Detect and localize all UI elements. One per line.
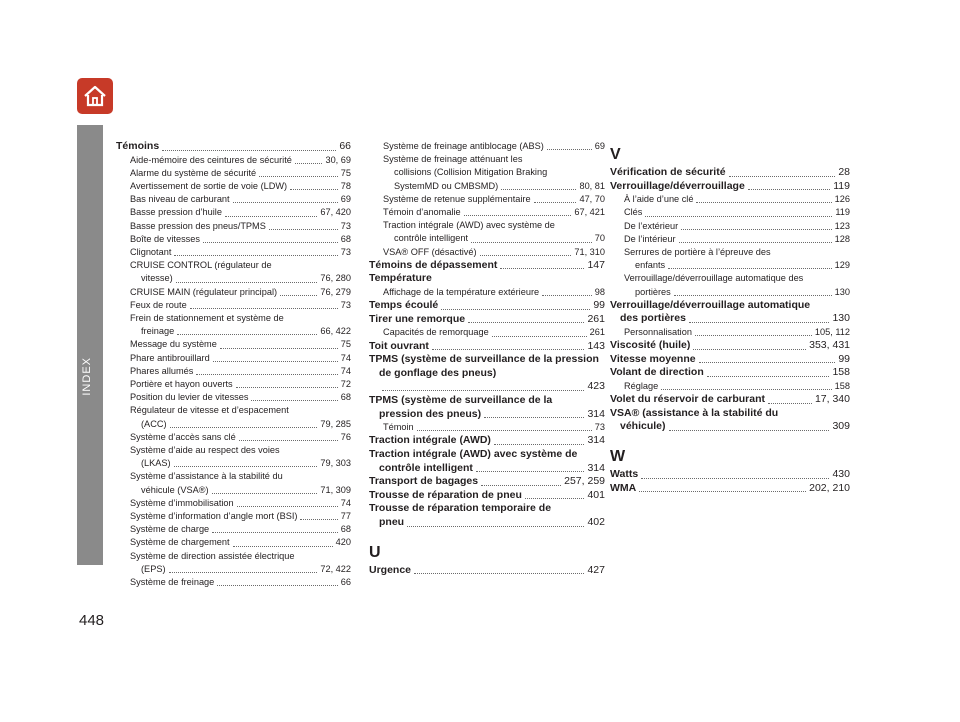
entry-term: contrôle intelligent xyxy=(394,233,469,244)
entry-term: Réglage xyxy=(624,380,659,391)
entry-term: Verrouillage/déverrouillage xyxy=(610,179,745,192)
entry-page-link[interactable]: 67, 420 xyxy=(320,207,351,218)
entry-page-link[interactable]: 123 xyxy=(834,220,850,231)
index-subentry-line: Traction intégrale (AWD) avec système de xyxy=(383,220,555,231)
entry-page-link[interactable]: 79, 285 xyxy=(320,418,351,429)
index-subentry-line: Système d’assistance à la stabilité du xyxy=(130,471,283,482)
index-entry xyxy=(610,353,850,367)
dot-leader xyxy=(290,189,338,190)
entry-page-link[interactable]: 66 xyxy=(339,140,351,152)
dot-leader xyxy=(668,268,832,269)
entry-term: CRUISE MAIN (régulateur principal) xyxy=(130,286,278,297)
entry-page-link[interactable]: 98 xyxy=(594,287,605,298)
index-entry xyxy=(610,312,850,326)
dot-leader xyxy=(492,336,587,337)
index-subentry xyxy=(116,365,351,378)
dot-leader xyxy=(407,526,584,527)
dot-leader xyxy=(233,202,338,203)
index-entry xyxy=(369,516,605,530)
entry-term: pneu xyxy=(379,515,405,528)
index-subentry-line: Système de direction assistée électrique xyxy=(130,550,295,561)
index-subentry xyxy=(116,536,351,549)
index-entry xyxy=(610,180,850,194)
dot-leader xyxy=(212,532,338,533)
entry-page-link[interactable]: 68 xyxy=(340,233,351,244)
entry-page-link[interactable]: 73 xyxy=(340,247,351,258)
index-entry xyxy=(610,339,850,353)
entry-term: Transport de bagages xyxy=(369,475,479,488)
index-tab-label: INDEX xyxy=(81,357,93,396)
index-subentry xyxy=(116,457,351,470)
entry-page-link[interactable]: 430 xyxy=(832,467,850,480)
entry-page-link[interactable]: 314 xyxy=(587,407,605,420)
entry-term: Capacités de remorquage xyxy=(383,327,489,338)
entry-term: SystemMD ou CMBSMD) xyxy=(394,180,499,191)
entry-page-link[interactable]: 99 xyxy=(838,352,850,365)
entry-term: Système de charge xyxy=(130,524,210,535)
dot-leader xyxy=(501,189,576,190)
index-entry xyxy=(369,564,605,578)
index-subentry xyxy=(116,431,351,444)
entry-page-link[interactable]: 130 xyxy=(834,286,850,297)
entry-page-link[interactable]: 74 xyxy=(340,365,351,376)
dot-leader xyxy=(674,295,832,296)
index-subentry xyxy=(369,421,605,434)
index-subentry xyxy=(116,510,351,523)
entry-term: Avertissement de sortie de voie (LDW) xyxy=(130,181,288,191)
entry-page-link[interactable]: 420 xyxy=(335,537,351,548)
index-entry-heading: Température xyxy=(369,272,432,285)
dot-leader xyxy=(174,255,337,256)
index-letter-heading: V xyxy=(610,146,621,163)
dot-leader xyxy=(693,349,806,350)
entry-term: Témoins de dépassement xyxy=(369,258,498,271)
entry-term: Toit ouvrant xyxy=(369,339,429,352)
dot-leader xyxy=(696,202,831,203)
index-entry-heading: Verrouillage/déverrouillage automatique xyxy=(610,298,811,311)
entry-page-link[interactable]: 158 xyxy=(832,366,850,379)
entry-page-link[interactable]: 74 xyxy=(340,352,351,363)
dot-leader xyxy=(382,390,584,391)
dot-leader xyxy=(414,573,584,574)
entry-page-link[interactable]: 119 xyxy=(835,207,850,218)
entry-term: Personnalisation xyxy=(624,327,692,337)
entry-term: Phare antibrouillard xyxy=(130,352,210,363)
index-side-tab[interactable] xyxy=(77,125,103,565)
index-subentry xyxy=(116,484,351,497)
dot-leader xyxy=(464,215,572,216)
dot-leader xyxy=(237,506,338,507)
entry-term: Système d’information d’angle mort (BSI) xyxy=(130,511,298,522)
dot-leader xyxy=(471,242,592,243)
dot-leader xyxy=(177,334,317,335)
index-subentry-line: CRUISE CONTROL (régulateur de xyxy=(130,260,272,271)
entry-term: véhicule (VSA®) xyxy=(141,484,209,495)
entry-page-link[interactable]: 78 xyxy=(340,181,351,191)
entry-page-link[interactable]: 130 xyxy=(832,312,850,325)
index-subentry xyxy=(610,193,850,206)
entry-page-link[interactable]: 73 xyxy=(340,220,351,231)
index-subentry-line: Verrouillage/déverrouillage automatique des xyxy=(624,273,804,284)
dot-leader xyxy=(236,387,338,388)
index-entry xyxy=(610,366,850,380)
index-subentry xyxy=(369,246,605,259)
entry-page-link[interactable]: 128 xyxy=(834,233,850,244)
index-subentry xyxy=(116,378,351,391)
index-subentry xyxy=(610,259,850,272)
entry-page-link[interactable]: 202, 210 xyxy=(809,481,850,494)
index-letter-heading: U xyxy=(369,543,381,561)
index-subentry xyxy=(116,325,351,338)
index-column-1 xyxy=(116,140,351,589)
entry-term: Affichage de la température extérieure xyxy=(383,287,540,298)
index-subentry xyxy=(369,140,605,153)
entry-term: Aide-mémoire des ceintures de sécurité xyxy=(130,154,292,165)
index-column-3 xyxy=(610,140,850,495)
dot-leader xyxy=(162,150,336,151)
dot-leader xyxy=(525,498,585,499)
entry-page-link[interactable]: 99 xyxy=(593,299,605,312)
entry-term: Phares allumés xyxy=(130,365,194,376)
index-entry xyxy=(369,462,605,476)
dot-leader xyxy=(170,427,318,428)
entry-page-link[interactable]: 427 xyxy=(587,563,605,576)
entry-page-link[interactable]: 73 xyxy=(340,299,351,310)
entry-term: Vitesse moyenne xyxy=(610,352,696,365)
entry-term: Viscosité (huile) xyxy=(610,339,691,352)
index-subentry xyxy=(116,246,351,259)
dot-leader xyxy=(174,466,318,467)
entry-page-link[interactable]: 28 xyxy=(838,166,850,178)
index-subentry xyxy=(116,154,351,167)
entry-term: Message du système xyxy=(130,339,217,350)
entry-term: Watts xyxy=(610,467,639,480)
index-entry-heading: de gonflage des pneus) xyxy=(379,366,497,379)
index-subentry xyxy=(610,233,850,246)
dot-leader xyxy=(748,189,830,190)
page-number: 448 xyxy=(79,612,105,629)
entry-term: portières xyxy=(635,286,671,297)
dot-leader xyxy=(176,282,318,283)
dot-leader xyxy=(645,216,832,217)
entry-term: Bas niveau de carburant xyxy=(130,194,230,205)
dot-leader xyxy=(225,216,317,217)
index-subentry xyxy=(369,326,605,339)
entry-term: Trousse de réparation de pneu xyxy=(369,488,522,501)
entry-page-link[interactable]: 47, 70 xyxy=(579,193,605,204)
entry-page-link[interactable]: 158 xyxy=(834,380,850,391)
entry-term: Temps écoulé xyxy=(369,299,439,312)
entry-term: Feux de route xyxy=(130,299,187,310)
dot-leader xyxy=(280,295,317,296)
dot-leader xyxy=(669,430,830,431)
index-subentry-line: Régulateur de vitesse et d’espacement xyxy=(130,405,289,416)
dot-leader xyxy=(699,362,836,363)
entry-term: véhicule) xyxy=(620,420,666,433)
index-subentry-line: collisions (Collision Mitigation Braking xyxy=(394,167,548,178)
dot-leader xyxy=(639,491,806,492)
entry-term: (ACC) xyxy=(141,418,167,429)
entry-page-link[interactable]: 126 xyxy=(834,194,850,205)
index-entry xyxy=(369,408,605,422)
entry-term: De l’extérieur xyxy=(624,220,679,231)
entry-page-link[interactable]: 76, 280 xyxy=(320,273,351,284)
entry-term: Témoin d’anomalie xyxy=(383,207,461,218)
index-subentry xyxy=(116,286,351,299)
entry-page-link[interactable]: 79, 303 xyxy=(320,458,351,469)
dot-leader xyxy=(641,478,829,479)
index-subentry xyxy=(116,180,351,193)
index-subentry-line: Frein de stationnement et système de xyxy=(130,313,284,324)
index-subentry xyxy=(369,193,605,206)
entry-page-link[interactable]: 30, 69 xyxy=(325,154,351,165)
index-entry xyxy=(369,299,605,313)
index-column-2 xyxy=(369,140,605,577)
index-subentry xyxy=(610,286,850,299)
index-subentry xyxy=(116,576,351,589)
dot-leader xyxy=(259,176,338,177)
index-entry xyxy=(369,340,605,354)
entry-page-link[interactable]: 74 xyxy=(340,497,351,508)
index-subentry xyxy=(116,391,351,404)
entry-page-link[interactable]: 314 xyxy=(587,461,605,474)
dot-leader xyxy=(441,309,590,310)
index-subentry xyxy=(116,193,351,206)
dot-leader xyxy=(468,322,584,323)
index-subentry xyxy=(369,180,605,193)
dot-leader xyxy=(689,322,830,323)
index-entry xyxy=(610,468,850,482)
dot-leader xyxy=(476,471,585,472)
entry-page-link[interactable]: 73 xyxy=(594,422,605,433)
entry-page-link[interactable]: 129 xyxy=(834,260,850,271)
entry-term: Tirer une remorque xyxy=(369,312,466,325)
entry-page-link[interactable]: 143 xyxy=(587,339,605,352)
dot-leader xyxy=(432,349,585,350)
entry-term: WMA xyxy=(610,481,637,494)
entry-page-link[interactable]: 76, 279 xyxy=(320,286,351,297)
index-entry xyxy=(369,380,605,394)
entry-page-link[interactable]: 80, 81 xyxy=(579,180,605,191)
dot-leader xyxy=(169,572,318,573)
dot-leader xyxy=(681,229,832,230)
index-subentry xyxy=(610,220,850,233)
entry-term: Système de retenue supplémentaire xyxy=(383,193,531,204)
index-entry xyxy=(610,166,850,180)
entry-page-link[interactable]: 71, 309 xyxy=(320,484,351,495)
index-subentry xyxy=(116,497,351,510)
entry-term: Urgence xyxy=(369,563,412,576)
entry-term: De l’intérieur xyxy=(624,233,676,244)
entry-term: freinage xyxy=(141,326,175,337)
index-subentry-line: Système d’aide au respect des voies xyxy=(130,445,280,456)
entry-term: Témoins xyxy=(116,140,160,152)
entry-page-link[interactable]: 402 xyxy=(587,515,605,528)
index-subentry xyxy=(116,563,351,576)
index-subentry-line: Système de freinage atténuant les xyxy=(383,154,523,165)
dot-leader xyxy=(542,295,592,296)
dot-leader xyxy=(494,444,585,445)
index-subentry xyxy=(116,233,351,246)
entry-term: Témoin xyxy=(383,422,414,433)
index-entry xyxy=(369,259,605,273)
index-subentry xyxy=(116,418,351,431)
entry-term: Volet du réservoir de carburant xyxy=(610,393,766,406)
entry-term: vitesse) xyxy=(141,273,173,284)
dot-leader xyxy=(417,430,592,431)
index-entry-heading: VSA® (assistance à la stabilité du xyxy=(610,406,779,419)
entry-page-link[interactable]: 119 xyxy=(833,179,850,192)
entry-term: Système de chargement xyxy=(130,537,230,548)
dot-leader xyxy=(203,242,338,243)
dot-leader xyxy=(547,149,592,150)
entry-term: Système de freinage antiblocage (ABS) xyxy=(383,141,544,151)
entry-term: Clignotant xyxy=(130,247,172,258)
dot-leader xyxy=(213,361,338,362)
index-subentry xyxy=(116,338,351,351)
dot-leader xyxy=(768,403,812,404)
entry-term: contrôle intelligent xyxy=(379,461,473,474)
index-entry xyxy=(369,313,605,327)
dot-leader xyxy=(481,485,561,486)
entry-page-link[interactable]: 77 xyxy=(340,511,351,522)
entry-page-link[interactable]: 72, 422 xyxy=(320,563,351,574)
dot-leader xyxy=(295,163,323,164)
entry-term: Système de freinage xyxy=(130,577,215,588)
entry-page-link[interactable]: 309 xyxy=(832,420,850,433)
index-entry-heading: Trousse de réparation temporaire de xyxy=(369,502,552,515)
entry-term: Basse pression d’huile xyxy=(130,207,222,218)
entry-page-link[interactable]: 66, 422 xyxy=(320,326,351,337)
dot-leader xyxy=(251,400,337,401)
dot-leader xyxy=(661,389,831,390)
index-entry-heading: Traction intégrale (AWD) avec système de xyxy=(369,447,578,460)
entry-page-link[interactable]: 70 xyxy=(594,233,605,244)
home-button[interactable] xyxy=(77,78,113,114)
entry-page-link[interactable]: 147 xyxy=(587,258,605,271)
entry-term: À l’aide d’une clé xyxy=(624,194,694,205)
dot-leader xyxy=(707,376,830,377)
dot-leader xyxy=(233,546,333,547)
dot-leader xyxy=(269,229,338,230)
entry-term: enfants xyxy=(635,260,666,271)
index-subentry xyxy=(116,206,351,219)
entry-page-link[interactable]: 261 xyxy=(589,327,605,338)
index-entry xyxy=(610,393,850,407)
entry-page-link[interactable]: 75 xyxy=(340,339,351,350)
index-entry xyxy=(116,140,351,154)
dot-leader xyxy=(220,348,338,349)
dot-leader xyxy=(484,417,584,418)
entry-term: VSA® OFF (désactivé) xyxy=(383,246,477,257)
entry-page-link[interactable]: 401 xyxy=(587,488,605,501)
entry-page-link[interactable]: 69 xyxy=(594,141,605,151)
entry-page-link[interactable]: 105, 112 xyxy=(814,327,850,337)
dot-leader xyxy=(217,585,337,586)
entry-term: (LKAS) xyxy=(141,458,171,469)
entry-term: Boîte de vitesses xyxy=(130,233,200,244)
entry-page-link[interactable]: 353, 431 xyxy=(809,339,850,352)
index-subentry xyxy=(116,352,351,365)
entry-page-link[interactable]: 17, 340 xyxy=(814,393,850,406)
entry-term: Système d’accès sans clé xyxy=(130,431,236,442)
index-subentry xyxy=(116,272,351,285)
dot-leader xyxy=(679,242,832,243)
entry-term: Volant de direction xyxy=(610,366,704,379)
entry-page-link[interactable]: 66 xyxy=(340,577,351,588)
entry-page-link[interactable]: 68 xyxy=(340,524,351,535)
entry-term: des portières xyxy=(620,312,686,325)
index-subentry xyxy=(610,326,850,339)
entry-term: pression des pneus) xyxy=(379,407,482,420)
index-subentry xyxy=(369,232,605,245)
entry-page-link[interactable]: 257, 259 xyxy=(564,475,605,488)
index-subentry xyxy=(369,286,605,299)
entry-page-link[interactable]: 75 xyxy=(340,167,351,178)
entry-term: Vérification de sécurité xyxy=(610,166,726,178)
index-entry xyxy=(610,420,850,434)
dot-leader xyxy=(212,493,318,494)
index-entry xyxy=(369,489,605,503)
index-subentry xyxy=(116,523,351,536)
home-icon xyxy=(82,84,108,108)
dot-leader xyxy=(500,268,584,269)
entry-page-link[interactable]: 314 xyxy=(587,434,605,447)
index-entry xyxy=(369,475,605,489)
index-subentry xyxy=(116,167,351,180)
dot-leader xyxy=(695,335,812,336)
index-entry-heading: TPMS (système de surveillance de la pression xyxy=(369,353,599,366)
index-subentry xyxy=(610,206,850,219)
entry-page-link[interactable]: 67, 421 xyxy=(574,207,605,218)
entry-term: Position du levier de vitesses xyxy=(130,392,249,403)
index-subentry xyxy=(610,380,850,393)
entry-page-link[interactable]: 68 xyxy=(340,392,351,403)
dot-leader xyxy=(300,519,337,520)
dot-leader xyxy=(196,374,337,375)
entry-page-link[interactable]: 423 xyxy=(587,380,605,393)
entry-term: (EPS) xyxy=(141,563,166,574)
entry-term: Basse pression des pneus/TPMS xyxy=(130,220,266,231)
dot-leader xyxy=(480,255,572,256)
dot-leader xyxy=(729,176,836,177)
index-entry xyxy=(369,434,605,448)
dot-leader xyxy=(239,440,338,441)
dot-leader xyxy=(534,202,577,203)
index-letter-heading: W xyxy=(610,447,626,465)
entry-term: Portière et hayon ouverts xyxy=(130,379,233,390)
index-subentry xyxy=(369,206,605,219)
index-subentry-line: Serrures de portière à l’épreuve des xyxy=(624,247,771,257)
entry-page-link[interactable]: 71, 310 xyxy=(574,246,605,257)
entry-term: Traction intégrale (AWD) xyxy=(369,434,491,447)
entry-page-link[interactable]: 72 xyxy=(340,379,351,390)
index-subentry xyxy=(116,220,351,233)
index-subentry xyxy=(116,299,351,312)
dot-leader xyxy=(190,308,338,309)
index-entry xyxy=(610,482,850,496)
entry-page-link[interactable]: 76 xyxy=(340,431,351,442)
entry-term: Système d’immobilisation xyxy=(130,497,234,508)
entry-page-link[interactable]: 69 xyxy=(340,194,351,205)
index-entry-heading: TPMS (système de surveillance de la xyxy=(369,393,553,406)
entry-term: Alarme du système de sécurité xyxy=(130,167,257,178)
entry-term: Clés xyxy=(624,207,643,218)
entry-page-link[interactable]: 261 xyxy=(587,312,605,325)
